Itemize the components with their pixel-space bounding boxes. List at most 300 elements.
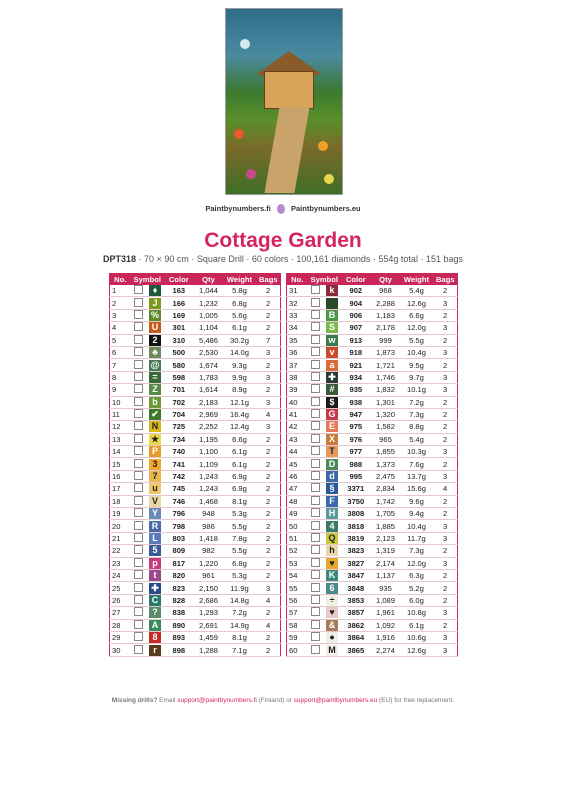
row-number: 56 [287,594,309,606]
row-number: 15 [110,458,132,470]
color-row [110,371,281,383]
symbol-cell [324,396,341,408]
checkbox-square[interactable] [134,446,143,455]
done-checkbox[interactable] [131,619,147,631]
bag-count: 3 [433,346,457,358]
checkbox-square[interactable] [311,372,320,381]
done-checkbox[interactable] [308,619,324,631]
drill-quantity: 1,961 [371,607,400,619]
color-row [110,594,281,606]
drill-symbol: J [149,298,161,309]
drill-quantity: 1,783 [194,371,223,383]
color-row [110,285,281,297]
dmc-color-code: 3823 [340,545,371,557]
cover-flower [234,129,244,139]
color-row [287,384,458,396]
row-number: 49 [287,508,309,520]
checkbox-square[interactable] [311,508,320,517]
done-checkbox[interactable] [308,384,324,396]
checkbox-square[interactable] [311,521,320,530]
drill-weight: 11.9g [223,582,256,594]
done-checkbox[interactable] [308,334,324,346]
row-number: 13 [110,433,132,445]
checkbox-square[interactable] [134,521,143,530]
checkbox-square[interactable] [134,583,143,592]
done-checkbox[interactable] [308,433,324,445]
dmc-color-code: 740 [163,446,194,458]
color-row [110,359,281,371]
done-checkbox[interactable] [131,408,147,420]
color-row [110,346,281,358]
row-number: 25 [110,582,132,594]
done-checkbox[interactable] [131,285,147,297]
color-row [110,582,281,594]
checkbox-square[interactable] [311,620,320,629]
symbol-cell [147,346,164,358]
dmc-color-code: 3865 [340,644,371,656]
drill-quantity: 1,243 [194,483,223,495]
symbol-cell [147,532,164,544]
done-checkbox[interactable] [308,532,324,544]
drill-symbol: N [149,421,161,432]
checkbox-square[interactable] [311,347,320,356]
checkbox-square[interactable] [311,434,320,443]
color-row [110,619,281,631]
bag-count: 2 [433,508,457,520]
drill-symbol: S [326,322,338,333]
drill-weight: 5.5g [223,520,256,532]
col-header-bags: Bags [433,274,457,285]
bag-count: 3 [256,346,280,358]
done-checkbox[interactable] [308,644,324,656]
dmc-color-code: 828 [163,594,194,606]
checkbox-square[interactable] [311,322,320,331]
symbol-cell [147,508,164,520]
drill-symbol: ♦ [149,285,161,296]
checkbox-square[interactable] [311,446,320,455]
done-checkbox[interactable] [308,285,324,297]
drill-weight: 6.8g [223,557,256,569]
checkbox-square[interactable] [134,409,143,418]
dmc-color-code: 725 [163,421,194,433]
checkbox-square[interactable] [311,595,320,604]
done-checkbox[interactable] [308,446,324,458]
color-row [110,483,281,495]
done-checkbox[interactable] [131,508,147,520]
done-checkbox[interactable] [308,631,324,643]
row-number: 35 [287,334,309,346]
done-checkbox[interactable] [308,557,324,569]
drill-quantity: 2,174 [371,557,400,569]
dmc-color-code: 3862 [340,619,371,631]
brand-line [0,204,566,214]
done-checkbox[interactable] [308,309,324,321]
symbol-cell [147,322,164,334]
checkbox-square[interactable] [311,384,320,393]
footer-note [0,697,566,704]
checkbox-square[interactable] [311,459,320,468]
col-header-qty: Qty [371,274,400,285]
checkbox-square[interactable] [311,298,320,307]
symbol-cell [324,322,341,334]
done-checkbox[interactable] [308,495,324,507]
done-checkbox[interactable] [308,483,324,495]
drill-weight: 6.1g [223,458,256,470]
drill-weight: 12.1g [223,396,256,408]
done-checkbox[interactable] [308,396,324,408]
checkbox-square[interactable] [311,397,320,406]
checkbox-square[interactable] [134,285,143,294]
symbol-cell [147,384,164,396]
dmc-color-code: 809 [163,545,194,557]
drill-weight: 6.0g [400,594,433,606]
color-row [110,297,281,309]
checkbox-square[interactable] [311,496,320,505]
row-number: 31 [287,285,309,297]
bag-count: 2 [433,396,457,408]
done-checkbox[interactable] [131,433,147,445]
checkbox-square[interactable] [311,645,320,654]
dmc-color-code: 169 [163,309,194,321]
drill-weight: 5.2g [400,582,433,594]
bag-count: 3 [433,532,457,544]
row-number: 29 [110,631,132,643]
bag-count: 2 [256,644,280,656]
color-row [287,285,458,297]
done-checkbox[interactable] [131,631,147,643]
done-checkbox[interactable] [131,483,147,495]
row-number: 50 [287,520,309,532]
drill-quantity: 1,373 [371,458,400,470]
drill-quantity: 1,674 [194,359,223,371]
color-row [110,322,281,334]
done-checkbox[interactable] [131,297,147,309]
done-checkbox[interactable] [131,396,147,408]
done-checkbox[interactable] [131,557,147,569]
color-row [287,495,458,507]
bag-count: 2 [433,458,457,470]
row-number: 4 [110,322,132,334]
drill-symbol: 3 [149,459,161,470]
checkbox-square[interactable] [311,545,320,554]
done-checkbox[interactable] [308,607,324,619]
drill-quantity: 1,855 [371,446,400,458]
drill-weight: 6.9g [223,470,256,482]
checkbox-square[interactable] [134,632,143,641]
checkbox-square[interactable] [311,471,320,480]
drill-quantity: 1,832 [371,384,400,396]
checkbox-square[interactable] [311,607,320,616]
col-header-bags: Bags [256,274,280,285]
row-number: 18 [110,495,132,507]
drill-weight: 12.6g [400,644,433,656]
cover-flower [240,39,250,49]
checkbox-square[interactable] [134,384,143,393]
done-checkbox[interactable] [131,359,147,371]
checkbox-square[interactable] [134,421,143,430]
checkbox-square[interactable] [134,483,143,492]
done-checkbox[interactable] [131,334,147,346]
symbol-cell [324,470,341,482]
checkbox-square[interactable] [311,310,320,319]
color-row [110,532,281,544]
dmc-color-code: 3853 [340,594,371,606]
done-checkbox[interactable] [131,421,147,433]
email-fi-link[interactable]: support@paintbynumbers.fi [177,697,257,704]
bag-count: 3 [256,582,280,594]
bag-count: 3 [433,631,457,643]
checkbox-square[interactable] [311,632,320,641]
color-row [287,297,458,309]
done-checkbox[interactable] [131,470,147,482]
symbol-cell [324,359,341,371]
drill-quantity: 968 [371,285,400,297]
checkbox-square[interactable] [134,397,143,406]
checkbox-square[interactable] [311,533,320,542]
symbol-cell [147,619,164,631]
done-checkbox[interactable] [308,359,324,371]
checkbox-square[interactable] [134,310,143,319]
color-row [110,545,281,557]
dmc-color-code: 907 [340,322,371,334]
done-checkbox[interactable] [131,309,147,321]
symbol-cell [324,594,341,606]
checkbox-square[interactable] [311,583,320,592]
drill-quantity: 965 [371,433,400,445]
dmc-color-code: 823 [163,582,194,594]
bag-count: 3 [256,371,280,383]
done-checkbox[interactable] [308,371,324,383]
checkbox-square[interactable] [134,545,143,554]
drill-weight: 6.1g [400,619,433,631]
bag-count: 2 [433,495,457,507]
bag-count: 3 [433,322,457,334]
color-row [287,371,458,383]
drill-weight: 30.2g [223,334,256,346]
checkbox-square[interactable] [134,558,143,567]
dmc-color-code: 902 [340,285,371,297]
drill-weight: 7.3g [400,408,433,420]
color-row [110,421,281,433]
row-number: 7 [110,359,132,371]
color-row [287,532,458,544]
checkbox-square[interactable] [311,558,320,567]
symbol-cell [147,582,164,594]
done-checkbox[interactable] [131,371,147,383]
dmc-color-code: 947 [340,408,371,420]
done-checkbox[interactable] [308,569,324,581]
drill-weight: 7.8g [223,532,256,544]
drill-symbol: ♣ [149,347,161,358]
drill-weight: 8.8g [400,421,433,433]
dmc-color-code: 310 [163,334,194,346]
drill-symbol: C [149,595,161,606]
checkbox-square[interactable] [134,533,143,542]
drill-quantity: 1,721 [371,359,400,371]
checkbox-square[interactable] [311,285,320,294]
color-row [110,458,281,470]
bag-count: 2 [256,322,280,334]
checkbox-square[interactable] [134,335,143,344]
symbol-cell [324,619,341,631]
drill-weight: 10.6g [400,631,433,643]
done-checkbox[interactable] [308,421,324,433]
drill-quantity: 1,746 [371,371,400,383]
bag-count: 4 [433,483,457,495]
dmc-color-code: 838 [163,607,194,619]
bag-count: 2 [256,458,280,470]
checkbox-square[interactable] [311,570,320,579]
dmc-color-code: 3847 [340,569,371,581]
checkbox-square[interactable] [134,434,143,443]
done-checkbox[interactable] [308,508,324,520]
color-row [287,483,458,495]
done-checkbox[interactable] [131,458,147,470]
checkbox-square[interactable] [134,360,143,369]
color-legend-table-right [286,273,458,657]
drill-quantity: 986 [194,520,223,532]
bag-count: 4 [256,619,280,631]
checkbox-square[interactable] [134,471,143,480]
bag-count: 3 [433,607,457,619]
page-title: Cottage Garden [204,229,362,252]
checkbox-square[interactable] [134,298,143,307]
done-checkbox[interactable] [131,520,147,532]
done-checkbox[interactable] [131,644,147,656]
done-checkbox[interactable] [131,384,147,396]
done-checkbox[interactable] [308,470,324,482]
bag-count: 3 [433,470,457,482]
drill-quantity: 1,137 [371,569,400,581]
dmc-color-code: 975 [340,421,371,433]
checkbox-square[interactable] [134,645,143,654]
color-row [110,495,281,507]
drill-symbol: u [149,483,161,494]
done-checkbox[interactable] [308,322,324,334]
col-header-symbol: Symbol [308,274,340,285]
dmc-color-code: 746 [163,495,194,507]
done-checkbox[interactable] [308,520,324,532]
done-checkbox[interactable] [131,495,147,507]
checkbox-square[interactable] [134,607,143,616]
drill-quantity: 2,288 [371,297,400,309]
drill-symbol: ÷ [326,595,338,606]
bag-count: 2 [256,569,280,581]
row-number: 40 [287,396,309,408]
done-checkbox[interactable] [308,408,324,420]
drill-quantity: 1,044 [194,285,223,297]
dmc-color-code: 3827 [340,557,371,569]
checkbox-square[interactable] [134,496,143,505]
color-row [287,508,458,520]
done-checkbox[interactable] [308,594,324,606]
dmc-color-code: 580 [163,359,194,371]
drill-weight: 5.3g [223,569,256,581]
symbol-cell [324,446,341,458]
row-number: 47 [287,483,309,495]
symbol-cell [147,408,164,420]
done-checkbox[interactable] [308,297,324,309]
done-checkbox[interactable] [308,582,324,594]
color-row [287,520,458,532]
bag-count: 2 [256,532,280,544]
done-checkbox[interactable] [131,545,147,557]
done-checkbox[interactable] [131,322,147,334]
checkbox-square[interactable] [311,409,320,418]
done-checkbox[interactable] [131,532,147,544]
drill-quantity: 1,293 [194,607,223,619]
checkbox-square[interactable] [134,595,143,604]
drill-symbol: ✚ [326,372,338,383]
drill-weight: 7.2g [223,607,256,619]
done-checkbox[interactable] [131,346,147,358]
done-checkbox[interactable] [131,582,147,594]
drill-symbol: $ [326,397,338,408]
done-checkbox[interactable] [131,607,147,619]
done-checkbox[interactable] [308,545,324,557]
checkbox-square[interactable] [134,372,143,381]
drill-symbol: B [326,310,338,321]
checkbox-square[interactable] [134,570,143,579]
checkbox-square[interactable] [311,421,320,430]
drill-weight: 11.7g [400,532,433,544]
bag-count: 2 [433,594,457,606]
checkbox-square[interactable] [134,459,143,468]
row-number: 46 [287,470,309,482]
color-row [110,433,281,445]
symbol-cell [324,408,341,420]
email-eu-link[interactable]: support@paintbynumbers.eu [293,697,378,704]
checkbox-square[interactable] [311,360,320,369]
symbol-cell [324,458,341,470]
bag-count: 2 [256,508,280,520]
checkbox-square[interactable] [134,620,143,629]
drill-symbol: Z [149,384,161,395]
row-number: 60 [287,644,309,656]
color-row [110,508,281,520]
dmc-color-code: 906 [340,309,371,321]
checkbox-square[interactable] [134,508,143,517]
checkbox-square[interactable] [134,322,143,331]
symbol-cell [147,557,164,569]
checkbox-square[interactable] [311,483,320,492]
symbol-cell [324,309,341,321]
drill-weight: 9.9g [223,371,256,383]
drill-quantity: 1,742 [371,495,400,507]
done-checkbox[interactable] [308,458,324,470]
drill-quantity: 2,691 [194,619,223,631]
drill-weight: 10.8g [400,607,433,619]
drill-symbol: a [326,360,338,371]
done-checkbox[interactable] [308,346,324,358]
done-checkbox[interactable] [131,446,147,458]
drill-symbol: E [326,421,338,432]
checkbox-square[interactable] [311,335,320,344]
drill-symbol: 2 [149,335,161,346]
row-number: 43 [287,433,309,445]
dmc-color-code: 166 [163,297,194,309]
drill-weight: 6.1g [223,446,256,458]
drill-weight: 5.3g [223,508,256,520]
color-row [110,446,281,458]
row-number: 28 [110,619,132,631]
dmc-color-code: 976 [340,433,371,445]
checkbox-square[interactable] [134,347,143,356]
drill-symbol: 7 [149,471,161,482]
dmc-color-code: 988 [340,458,371,470]
done-checkbox[interactable] [131,594,147,606]
done-checkbox[interactable] [131,569,147,581]
